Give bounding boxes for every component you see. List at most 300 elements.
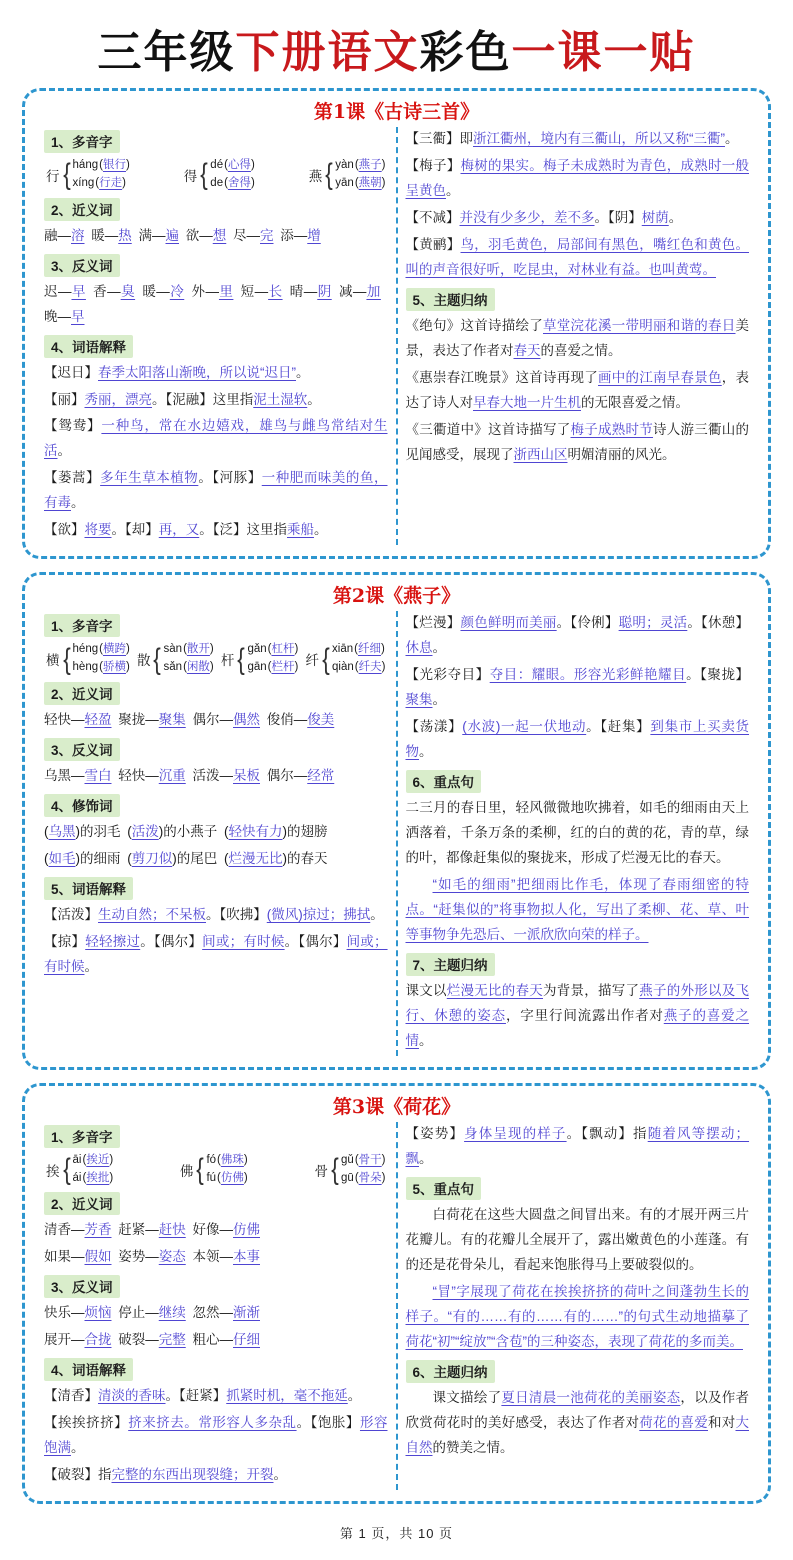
plain-text: 【烂漫】 [405,615,461,631]
underlined-text: 继续 [158,1305,186,1321]
polyphone-reading [73,1170,114,1188]
section-header: 5、词语解释 [44,877,133,900]
plain-text: 。【阴】 [594,209,642,225]
plain-text: 迟— [44,283,72,299]
polyphone-reading [335,175,385,193]
close-paren: ) [125,643,130,656]
underlined-text: 热 [118,227,132,243]
plain-text: 【梅子】 [405,157,461,173]
plain-text: 满— [131,227,166,243]
polyphone-group [46,1152,386,1188]
plain-text: )的尾巴 ( [172,850,229,866]
plain-text: 。【赶紧】 [165,1388,227,1404]
section-header-row [406,1177,750,1200]
text-line [406,154,750,204]
plain-text: 添— [273,227,308,243]
open-paren: ( [95,176,100,189]
close-paren: ) [381,1153,386,1166]
pinyin-text: fó [206,1153,217,1166]
example-word: 燕朝 [358,176,382,189]
plain-text: 。 [296,364,310,380]
polyphone-char: 行 [46,168,60,184]
underlined-text: 早春大地一片生机 [473,394,581,410]
lesson-title: 第1课《古诗三首》 [313,101,480,123]
pinyin-text: háng [72,159,99,171]
pinyin-text: xiān [332,643,354,656]
text-line [406,127,750,152]
underlined-text: 假如 [84,1249,112,1265]
plain-text: 短— [233,283,269,299]
underlined-text: 完整 [158,1332,186,1348]
polyphone-item [180,1152,248,1188]
underlined-text: 雪白 [84,767,112,783]
plain-text: 清香— [44,1222,85,1238]
open-paren: ( [217,1171,221,1184]
pinyin-text: gū [341,1171,354,1184]
plain-text: 。 [314,522,328,538]
text-line [44,1328,388,1353]
polyphone-char: 散 [136,653,151,669]
plain-text: 暖— [84,227,119,243]
lesson-columns [37,1120,756,1492]
plain-text: 诗人游三衢山的见闻感受，展现了 [405,421,749,462]
polyphone-char: 燕 [308,168,323,184]
text-line [406,873,750,948]
section-header-row [44,682,388,705]
underlined-text: (水波)一起一伏地动 [462,719,587,735]
example-word: 杠杆 [271,643,295,656]
underlined-text: 生动自然；不呆板 [98,906,206,922]
text-line [406,1122,750,1172]
title-part-color: 彩色 [419,27,512,78]
polyphone-group [46,641,386,677]
pinyin-text: hèng [72,661,99,674]
underlined-text: 草堂浣花溪一带明丽和谐的春日 [543,317,736,333]
text-line [44,1301,388,1326]
underlined-text: 轻盈 [84,711,112,727]
plain-text: 《三衢道中》这首诗描写了 [405,421,571,437]
plain-text: 。 [71,495,85,511]
plain-text: 的喜爱之情。 [540,342,622,358]
underlined-text: 聚集 [158,711,186,727]
example-word: 纤夫 [358,661,382,674]
polyphone-reading [335,157,385,175]
polyphone-char: 杆 [220,653,235,669]
example-word: 栏杆 [271,661,295,674]
plain-text: ( [44,850,49,866]
pinyin-text: yàn [335,159,354,171]
plain-text: 【不减】 [405,209,460,225]
open-paren: ( [354,643,358,656]
underlined-text: 冷 [169,283,185,299]
text-line [44,903,388,928]
underlined-text: 仔细 [233,1332,260,1348]
close-paren: ) [294,661,299,674]
underlined-text: 大自然 [405,1414,749,1455]
plain-text: ，以及作者欣赏荷花时的美好感受，表达了作者对 [405,1389,750,1430]
plain-text: )的细雨 ( [75,850,132,866]
title-part-grade: 三年级 [97,27,236,78]
text-line [44,847,388,872]
column-divider [396,611,398,1056]
section-header-row [44,1358,388,1381]
plain-text: 尽— [226,227,260,243]
polyphone-char: 骨 [314,1163,328,1179]
close-paren: ) [381,1171,386,1184]
plain-text: )的翅膀 [282,823,328,839]
section-header-row [44,1125,388,1148]
example-word: 舍得 [227,176,251,189]
underlined-text: 渐渐 [233,1305,260,1321]
plain-text: 快乐— [44,1305,85,1321]
plain-text: 课文以 [405,982,447,998]
open-paren: ( [354,176,359,189]
underlined-text: 梅树的果实。梅子未成熟时为青色，成熟时一般呈黄色 [405,157,749,198]
underlined-text: 一种鸟，常在水边嬉戏，雄鸟与雌鸟常结对生活 [44,418,388,459]
open-paren: ( [99,159,103,171]
plain-text: 。 [347,1388,362,1404]
underlined-text: 如毛 [48,850,76,866]
plain-text: 【丽】 [44,391,85,407]
plain-text: 停止— [111,1305,159,1321]
plain-text: 。 [71,1440,85,1456]
plain-text: 的赞美之情。 [432,1439,514,1455]
plain-text: 。【伶俐】 [556,615,619,631]
polyphone-readings [73,157,130,193]
pinyin-text: de [210,176,224,189]
underlined-text: 将要 [84,522,112,538]
plain-text: 【清香】 [44,1388,98,1404]
plain-text: 课文描绘了 [432,1389,502,1405]
section-header: 1、多音字 [44,614,120,637]
plain-text: )的羽毛 ( [75,823,132,839]
section-header-row [406,1360,750,1383]
underlined-text: 春天 [513,342,541,358]
polyphone-readings [332,641,385,677]
underlined-text: 清淡的香味 [98,1388,166,1404]
underlined-text: 烦恼 [84,1305,112,1321]
section-header-row [44,254,388,277]
close-paren: ) [209,643,214,656]
polyphone-char: 得 [183,168,198,184]
text-line [44,518,388,543]
polyphone-reading [341,1152,385,1170]
close-paren: ) [294,643,299,656]
plain-text: 。 [446,182,460,198]
text-line [406,418,750,468]
text-line [44,361,388,386]
underlined-text: 浙江衢州，境内有三衢山，所以又称“三衢” [473,131,725,146]
plain-text: 为背景，描写了 [543,982,640,998]
example-word: 散开 [186,643,210,656]
pinyin-text: āi [72,1153,82,1166]
curly-brace-glyph: { [325,158,334,192]
pinyin-text: gān [247,661,267,674]
plain-text: 。【泥融】这里指 [152,391,254,407]
underlined-text: 颜色鲜明而美丽 [460,615,557,631]
text-line [44,1384,388,1409]
open-paren: ( [354,1171,359,1184]
polyphone-readings [73,1152,114,1188]
text-line [406,366,750,416]
lesson-card [22,572,771,1070]
plain-text: 。 [273,1467,287,1483]
plain-text: 乌黑— [44,767,85,783]
close-paren: ) [209,661,214,674]
open-paren: ( [267,661,272,674]
curly-brace-glyph: { [62,158,71,192]
open-paren: ( [99,661,103,674]
polyphone-char: 纤 [305,653,319,669]
plain-text: 。【飘动】指 [566,1125,648,1141]
underlined-text: 画中的江南早春景色 [598,369,722,385]
underlined-text: 长 [268,283,283,299]
page-footer: 第 1 页，共 10 页 [339,1526,454,1542]
polyphone-readings [210,157,254,193]
plain-text: 。 [432,640,446,656]
section-header: 2、近义词 [44,682,120,705]
underlined-text: 再，又 [158,522,200,538]
lesson-column-left [37,125,395,547]
underlined-text: 芳香 [84,1222,112,1238]
plain-text: 。 [57,443,71,459]
section-header: 7、主题归纳 [406,953,495,976]
text-line [44,1411,388,1461]
text-line [44,280,388,330]
section-header-row [44,335,388,358]
lesson-column-right [399,125,757,547]
polyphone-readings [247,641,298,677]
open-paren: ( [82,1171,87,1184]
close-paren: ) [250,159,255,171]
close-paren: ) [381,661,386,674]
polyphone-readings [335,157,385,193]
polyphone-item [137,641,214,677]
underlined-text: 浙西山区 [513,446,568,462]
open-paren: ( [224,176,228,189]
plain-text: 白荷花在这些大圆盘之间冒出来。有的才展开两三片花瓣儿。有的花瓣儿全展开了，露出嫩黄色的小莲蓬。有的还是花骨朵儿，看起来饱胀得马上要破裂似的。 [405,1206,749,1272]
plain-text: 【蒌蒿】 [44,470,101,486]
polyphone-char: 佛 [179,1163,194,1179]
section-header-row [406,953,750,976]
underlined-text: 姿态 [158,1249,186,1265]
pinyin-text: dé [210,159,224,171]
underlined-text: 活泼 [131,823,159,839]
underlined-text: 泥土湿软 [253,391,308,407]
text-line [406,1280,750,1355]
underlined-text: (微风)掠过；拂拭 [266,906,371,922]
underlined-text: 树荫 [641,209,669,225]
underlined-text: 形容饱满 [44,1415,388,1456]
polyphone-item [46,641,130,677]
close-paren: ) [381,176,386,189]
section-header-row [44,877,388,900]
underlined-text: 聚集 [405,692,433,708]
underlined-text: 乌黑 [48,823,76,839]
lesson-card [22,88,771,559]
close-paren: ) [122,176,126,189]
plain-text: 赶紧— [111,1222,159,1238]
lesson-card [22,1083,771,1504]
polyphone-readings [341,1152,385,1188]
underlined-text: “如毛的细雨”把细雨比作毛，体现了春雨细密的特点。“赶集似的”将事物拟人化，写出了柔柳、花、草、叶等事物争先恐后、一派欣欣向荣的样子。 [405,877,749,942]
plain-text: 粗心— [185,1332,233,1348]
underlined-text: 增 [307,227,321,243]
plain-text: 。 [419,1032,433,1048]
plain-text: ，字里行间流露出作者对 [505,1007,664,1023]
polyphone-reading [164,641,214,659]
underlined-text: 燕子的喜爱之情 [405,1007,750,1048]
polyphone-reading [332,659,385,677]
section-header-row [44,1192,388,1215]
close-paren: ) [125,159,130,171]
section-header-row [44,130,388,153]
underlined-text: 烂漫无比 [228,850,283,866]
plain-text: 活泼— [185,767,233,783]
text-line [44,708,388,733]
example-word: 佛珠 [220,1153,244,1166]
underlined-text: 完 [260,227,274,243]
section-header: 2、近义词 [44,198,120,221]
plain-text: 。【泛】这里指 [199,522,287,538]
title-part-subject: 下册语文 [235,27,420,78]
lesson-column-right [399,609,757,1058]
close-paren: ) [243,1171,248,1184]
plain-text: 二三月的春日里，轻风微微地吹拂着，如毛的细雨由天上洒落着，千条万条的柔柳，红的白的黄的花，青的草，绿的叶，都像赶集似的聚拢来，形成了烂漫无比的春天。 [405,800,749,866]
section-header: 6、主题归纳 [406,1360,495,1383]
example-word: 横跨 [102,643,126,656]
polyphone-readings [73,641,130,677]
plain-text: 的无限喜爱之情。 [581,394,689,410]
column-divider [396,127,398,545]
plain-text: 【掠】 [44,933,86,949]
polyphone-item [314,1152,385,1188]
underlined-text: 想 [212,227,227,243]
lesson-column-left [37,1120,395,1492]
plain-text: 【欲】 [44,522,85,538]
underlined-text: 随着风等摆动；飘 [405,1125,750,1166]
plain-text: )的小燕子 ( [158,823,229,839]
underlined-text: 早 [71,308,85,324]
section-header-row [406,288,750,311]
plain-text: 姿势— [111,1249,159,1265]
lessons [0,88,793,1504]
polyphone-char: 横 [46,653,60,669]
plain-text: 轻快— [44,711,85,727]
column-divider [396,1122,398,1490]
plain-text: 【黄鹂】 [405,236,461,252]
lesson-columns [37,125,756,547]
polyphone-reading [164,659,214,677]
plain-text: 外— [184,283,219,299]
underlined-text: 呆板 [233,767,260,783]
text-line [44,820,388,845]
plain-text: ( [44,823,49,839]
underlined-text: 夺目：耀眼。形容光彩鲜艳耀目 [489,667,687,683]
example-word: 燕子 [358,159,382,171]
open-paren: ( [183,661,187,674]
section-header: 2、近义词 [44,1192,120,1215]
plain-text: 本领— [185,1249,233,1265]
plain-text: 晚— [44,283,388,324]
pinyin-text: gǔ [341,1153,354,1166]
close-paren: ) [125,661,130,674]
polyphone-reading [73,157,130,175]
underlined-text: 溶 [71,227,85,243]
underlined-text: 抓紧时机，毫不拖延 [226,1388,348,1404]
pinyin-text: héng [72,643,99,656]
open-paren: ( [267,643,272,656]
underlined-text: 轻快有力 [228,823,283,839]
open-paren: ( [82,1153,87,1166]
plain-text: 。【饱胀】 [296,1415,360,1431]
plain-text: 和对 [708,1414,736,1430]
polyphone-char: 挨 [46,1163,60,1179]
curly-brace-glyph: { [153,642,162,676]
underlined-text: 鸟，羽毛黄色，局部间有黑色，嘴红色和黄色。叫的声音很好听，吃昆虫，对林业有益。也叫黄莺。 [405,236,749,277]
section-header: 1、多音字 [44,1125,120,1148]
plain-text: 如果— [44,1249,85,1265]
polyphone-readings [164,641,214,677]
underlined-text: 聪明；灵活 [618,615,688,631]
underlined-text: 燕子的外形以及飞行、休憩的姿态 [405,982,749,1023]
plain-text: 晴— [282,283,318,299]
underlined-text: 剪刀似 [131,850,173,866]
plain-text: 破裂— [111,1332,159,1348]
polyphone-item [306,641,386,677]
underlined-text: 多年生草本植物 [100,470,199,486]
open-paren: ( [354,159,359,171]
close-paren: ) [380,643,385,656]
text-line [44,1245,388,1270]
example-word: 纤细 [357,643,381,656]
polyphone-reading [73,641,130,659]
polyphone-readings [206,1152,247,1188]
plain-text: 。 [307,391,321,407]
underlined-text: 梅子成熟时节 [570,421,653,437]
close-paren: ) [109,1153,114,1166]
text-line [44,1218,388,1243]
open-paren: ( [354,1153,359,1166]
polyphone-reading [341,1170,385,1188]
text-line [406,796,750,871]
open-paren: ( [217,1153,221,1166]
plain-text: 展开— [44,1332,85,1348]
underlined-text: 并没有少多少，差不多 [459,209,595,225]
polyphone-reading [332,641,385,659]
curly-brace-glyph: { [331,1153,339,1187]
plain-text: 【荡漾】 [405,719,463,735]
close-paren: ) [109,1171,114,1184]
example-word: 挨近 [86,1153,110,1166]
underlined-text: 休息 [405,640,433,656]
underlined-text: 轻轻擦过 [85,933,141,949]
text-line [406,233,750,283]
lesson-column-left [37,609,395,1058]
pinyin-text: qiàn [332,661,354,674]
plain-text: 俊俏— [260,711,308,727]
polyphone-reading [206,1170,247,1188]
section-header-row [44,794,388,817]
underlined-text: 完整的东西出现裂缝；开裂 [111,1467,274,1483]
underlined-text: 沉重 [158,767,186,783]
polyphone-group [46,157,386,193]
plain-text: 【姿势】 [405,1125,465,1141]
close-paren: ) [243,1153,248,1166]
plain-text: 【破裂】指 [44,1467,112,1483]
underlined-text: 夏日清晨一池荷花的美丽姿态 [501,1389,681,1405]
text-line [44,466,388,516]
